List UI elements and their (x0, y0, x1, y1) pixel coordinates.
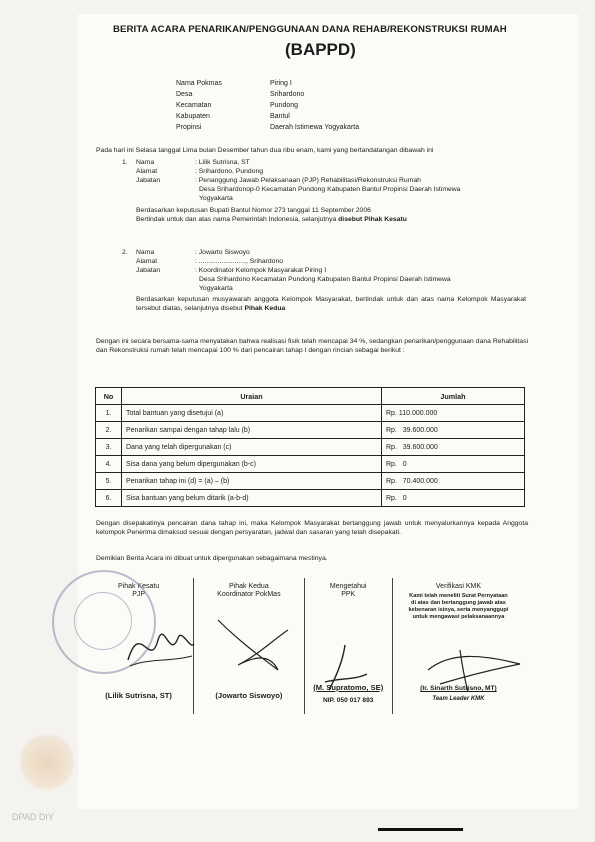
row-jumlah (382, 456, 525, 473)
signature-scribble-2 (208, 600, 298, 680)
row-currency: Rp. (386, 443, 397, 451)
row-jumlah (382, 490, 525, 507)
party1-alamat-label: Alamat (136, 168, 158, 175)
row-currency: Rp. (386, 426, 397, 434)
row-no: 2. (96, 422, 122, 439)
row-no: 3. (96, 439, 122, 456)
document-subtitle: (BAPPD) (285, 40, 356, 59)
signature-role: Pihak Kesatu (118, 583, 160, 590)
party2-basis-text: Berdasarkan keputusan musyawarah anggota Kelompok Masyarakat, bertindak untuk dan atas nama Kelompok Masyarakat tersebut diatas, selanjutnya disebut (136, 296, 526, 312)
info-label: Propinsi (176, 124, 202, 131)
info-label: Kecamatan (176, 102, 212, 109)
party1-jabatan: : Penanggung Jawab Pelaksanaan (PJP) Rehabilitasi/Rekonstruksi Rumah (195, 177, 421, 184)
row-amount: 70.400.000 (402, 477, 438, 485)
party1-jabatan-label: Jabatan (136, 177, 161, 184)
page-bar (378, 828, 463, 831)
party2-jabatan-line2: Desa Srihardono Kecamatan Pundong Kabupaten Bantul Propinsi Daerah Istimewa (199, 276, 451, 283)
party1-number: 1. (122, 159, 128, 166)
party2-basis-bold: Pihak Kedua (244, 304, 286, 312)
signature-name: (Lilik Sutrisna, ST) (105, 691, 172, 700)
row-jumlah (382, 405, 525, 422)
info-value: Piring I (270, 80, 292, 87)
row-uraian: Sisa dana yang belum dipergunakan (b-c) (122, 456, 382, 473)
row-jumlah (382, 473, 525, 490)
party2-nama-label: Nama (136, 249, 155, 256)
party1-nama-label: Nama (136, 159, 155, 166)
party1-acting-text: Bertindak untuk dan atas nama Pemerintah Indonesia, selanjutnya (136, 216, 339, 223)
info-value: Srihardono (270, 91, 305, 98)
table-header-row (96, 388, 525, 405)
signature-role-sub: PPK (341, 591, 356, 598)
party2-jabatan-line3: Yogyakarta (199, 285, 233, 292)
signature-role: Mengetahui (329, 583, 367, 590)
table-row (96, 405, 525, 422)
table-row (96, 490, 525, 507)
table-row (96, 439, 525, 456)
party1-alamat: : Srihardono, Pundong (195, 168, 264, 175)
info-values (270, 78, 359, 133)
signature-scribble-4 (420, 640, 530, 695)
info-value: Daerah Istimewa Yogyakarta (270, 124, 360, 131)
row-uraian: Penarikan sampai dengan tahap lalu (b) (122, 422, 382, 439)
row-no: 5. (96, 473, 122, 490)
row-uraian: Dana yang telah dipergunakan (c) (122, 439, 382, 456)
row-amount: 0 (402, 460, 407, 468)
row-amount: 0 (402, 494, 407, 502)
party1-nama: : Lilik Sutrisna, ST (195, 159, 250, 166)
table-header: Uraian (122, 388, 382, 405)
document-title: BERITA ACARA PENARIKAN/PENGGUNAAN DANA REHAB/REKONSTRUKSI RUMAH (113, 24, 507, 35)
party2-alamat: : ........................., Srihardono (195, 258, 284, 265)
row-amount: 110.000.000 (398, 409, 438, 417)
table-row (96, 456, 525, 473)
info-value: Bantul (270, 113, 290, 120)
signature-role-sub: PJP (132, 591, 146, 598)
info-label: Desa (176, 91, 193, 98)
row-currency: Rp. (386, 477, 397, 485)
signature-title: Team Leader KMK (432, 696, 485, 702)
party1-basis: Berdasarkan keputusan Bupati Bantul Nomor 273 tanggal 11 September 2006 (136, 207, 371, 214)
party1-acting (136, 216, 407, 225)
table-row (96, 473, 525, 490)
opening-paragraph: Pada hari ini Selasa tanggal Lima bulan Desember tahun dua ribu enam, kami yang bertandatangan dibawah ini (96, 147, 434, 154)
info-value: Pundong (270, 102, 299, 109)
row-jumlah (382, 422, 525, 439)
signature-role-sub: Koordinator PokMas (217, 591, 281, 598)
verification-note: Kami telah meneliti Surat Pernyataan di atas dan bertanggung jawab atas kebenaran isinya, serta menyanggupi untuk mengawasi pelaksanaannya (408, 593, 509, 620)
signature-scribble-1 (120, 600, 200, 680)
row-uraian: Penarikan tahap ini (d) = (a) – (b) (122, 473, 382, 490)
party1-acting-bold: disebut Pihak Kesatu (338, 216, 407, 223)
party2-nama: : Jowarto Siswoyo (195, 249, 250, 256)
closing-paragraph: Dengan disepakatinya pencairan dana tahap ini, maka Kelompok Masyarakat bertanggung jawab untuk menyalurkannya kepada Anggota kelompok Penerima dimaksud sesuai dengan persyaratan, jadwal dan sasaran yang telah disepakati. (96, 520, 528, 536)
party2-alamat-label: Alamat (136, 258, 158, 265)
row-no: 4. (96, 456, 122, 473)
signature-name: (Jowarto Siswoyo) (215, 691, 283, 700)
party2-jabatan: : Koordinator Kelompok Masyarakat Piring I (195, 267, 327, 274)
row-currency: Rp. (386, 494, 397, 502)
row-uraian: Total bantuan yang disetujui (a) (122, 405, 382, 422)
party2-number: 2. (122, 249, 128, 256)
party2-jabatan-label: Jabatan (136, 267, 161, 274)
row-amount: 39.600.000 (402, 443, 438, 451)
signature-role: Verifikasi KMK (435, 583, 482, 590)
signature-name: (Ir. Sinarth Sutrisno, MT) (420, 685, 497, 692)
statement-paragraph: Dengan ini secara bersama-sama menyatakan bahwa realisasi fisik telah mencapai 34 %, sedangkan penarikan/penggunaan dana Rehabilitasi dan Rekonstruksi rumah telah mencapai 100 % dari pencairan tahap I dengan rincian sebagai berikut : (96, 338, 528, 354)
table-header: No (96, 388, 122, 405)
signature-role: Pihak Kedua (229, 583, 269, 590)
row-jumlah (382, 439, 525, 456)
rincian-table (95, 387, 525, 507)
row-amount: 39.600.000 (402, 426, 438, 434)
row-currency: Rp. (386, 409, 397, 417)
row-currency: Rp. (386, 460, 397, 468)
row-uraian: Sisa bantuan yang belum ditarik (a-b-d) (122, 490, 382, 507)
signature-name: (M. Supratomo, SE) (313, 683, 384, 692)
row-no: 1. (96, 405, 122, 422)
signature-nip: NIP. 050 017 893 (322, 697, 374, 704)
closing-remark: Demikian Berita Acara ini dibuat untuk dipergunakan sebagaimana mestinya. (96, 555, 328, 562)
info-label: Nama Pokmas (176, 80, 222, 87)
party2-basis (136, 296, 526, 313)
table-row (96, 422, 525, 439)
emblem-watermark (20, 730, 74, 794)
info-label: Kabupaten (176, 113, 210, 120)
party1-jabatan-line3: Yogyakarta (199, 195, 233, 202)
table-header: Jumlah (382, 388, 525, 405)
row-no: 6. (96, 490, 122, 507)
signature-scribble-3 (315, 640, 375, 695)
footer-watermark: DPAD DIY (12, 812, 54, 822)
party1-jabatan-line2: Desa Srihardonop-0 Kecamatan Pundong Kabupaten Bantul Propinsi Daerah Istimewa (199, 186, 461, 193)
info-block (176, 78, 222, 133)
